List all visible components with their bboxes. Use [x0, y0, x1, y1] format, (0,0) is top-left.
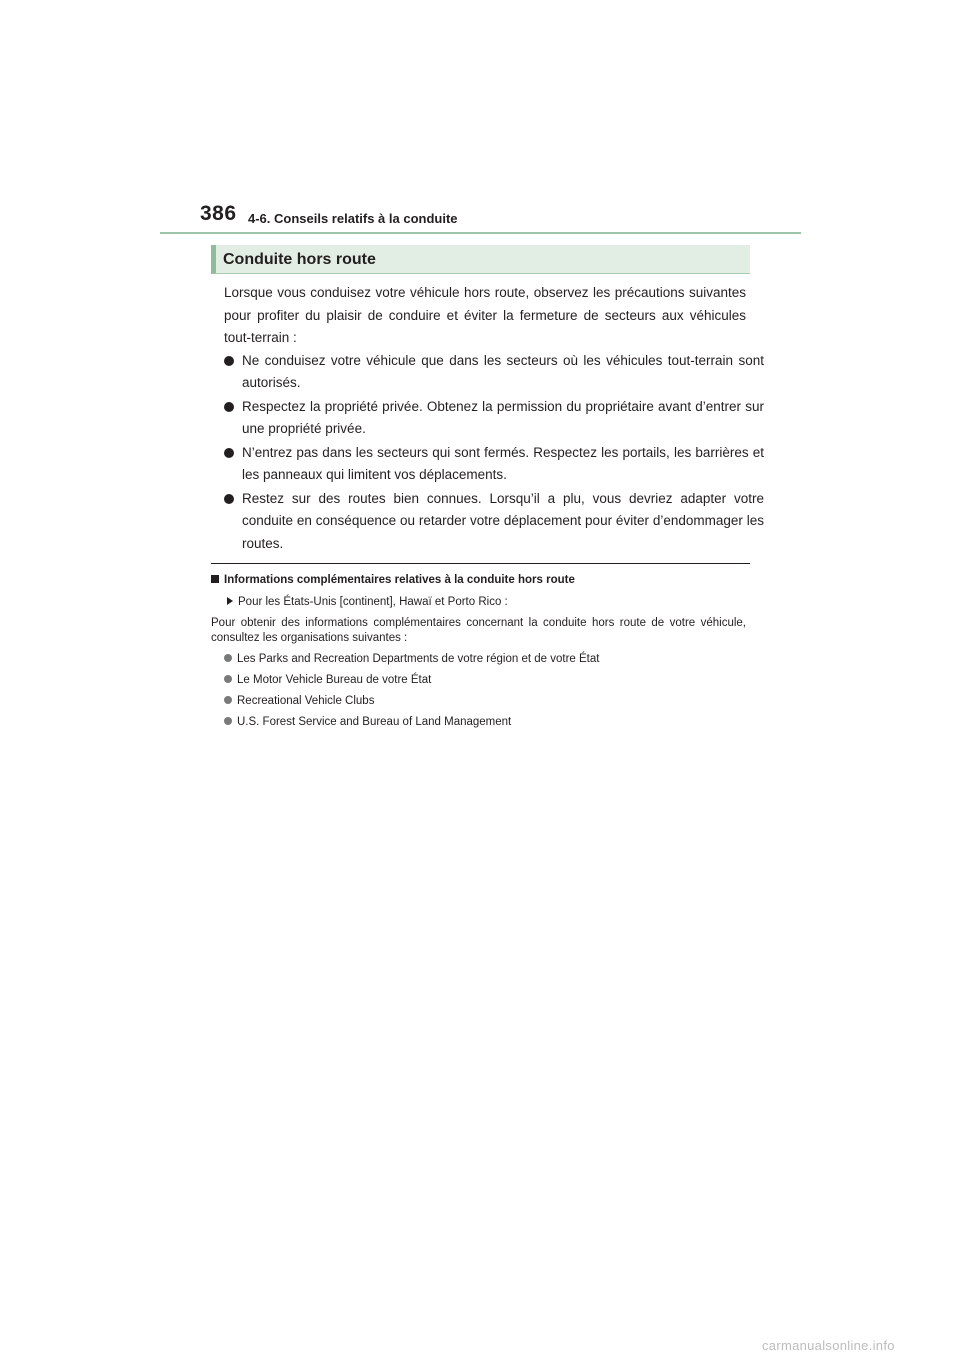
list-item	[224, 695, 374, 707]
header-divider	[160, 232, 801, 234]
bullet-icon	[224, 402, 234, 412]
section-heading-box	[211, 245, 750, 274]
triangle-right-icon	[227, 597, 233, 605]
info-heading-text: Informations complémentaires relatives à la conduite hors route	[224, 574, 575, 586]
list-item	[224, 716, 511, 728]
bullet-icon	[224, 654, 232, 662]
bullet-icon	[224, 696, 232, 704]
bullet-icon	[224, 675, 232, 683]
info-paragraph: Pour obtenir des informations complémentaires concernant la conduite hors route de votre véhicule, consultez les organisations suivantes :	[211, 617, 746, 644]
section-title: Conduite hors route	[223, 251, 376, 268]
list-item	[224, 488, 764, 555]
intro-paragraph: Lorsque vous conduisez votre véhicule hors route, observez les précautions suivantes pour profiter du plaisir de conduire et éviter la fermeture de secteurs aux véhicules tout-terrain :	[224, 285, 746, 345]
list-item	[224, 674, 431, 686]
site-watermark: carmanualsonline.info	[762, 1338, 895, 1353]
bullet-icon	[224, 448, 234, 458]
list-item	[224, 442, 764, 487]
region-note	[227, 596, 508, 608]
list-item-text: N’entrez pas dans les secteurs qui sont fermés. Respectez les portails, les barrières et les panneaux qui limitent vos déplacements.	[242, 445, 764, 483]
list-item	[224, 396, 764, 441]
list-item-text: Le Motor Vehicle Bureau de votre État	[237, 674, 432, 686]
bullet-icon	[224, 494, 234, 504]
section-divider	[211, 563, 750, 564]
list-item-text: Les Parks and Recreation Departments de votre région et de votre État	[237, 653, 600, 665]
chapter-title: 4-6. Conseils relatifs à la conduite	[248, 211, 458, 226]
list-item-text: Restez sur des routes bien connues. Lorsqu’il a plu, vous devriez adapter votre conduite en conséquence ou retarder votre déplacement pour éviter d’endommager les routes.	[242, 491, 764, 551]
list-item-text: Respectez la propriété privée. Obtenez la permission du propriétaire avant d’entrer sur une propriété privée.	[242, 399, 764, 437]
list-item	[224, 350, 764, 395]
list-item-text: Recreational Vehicle Clubs	[237, 695, 375, 707]
info-heading	[211, 574, 575, 586]
bullet-icon	[224, 356, 234, 366]
square-bullet-icon	[211, 575, 219, 583]
list-item	[224, 653, 599, 665]
list-item-text: Ne conduisez votre véhicule que dans les secteurs où les véhicules tout-terrain sont autorisés.	[242, 353, 764, 391]
list-item-text: U.S. Forest Service and Bureau of Land Management	[237, 716, 512, 728]
page-number: 386	[200, 202, 237, 225]
bullet-icon	[224, 717, 232, 725]
region-note-text: Pour les États-Unis [continent], Hawaï et Porto Rico :	[238, 596, 508, 608]
